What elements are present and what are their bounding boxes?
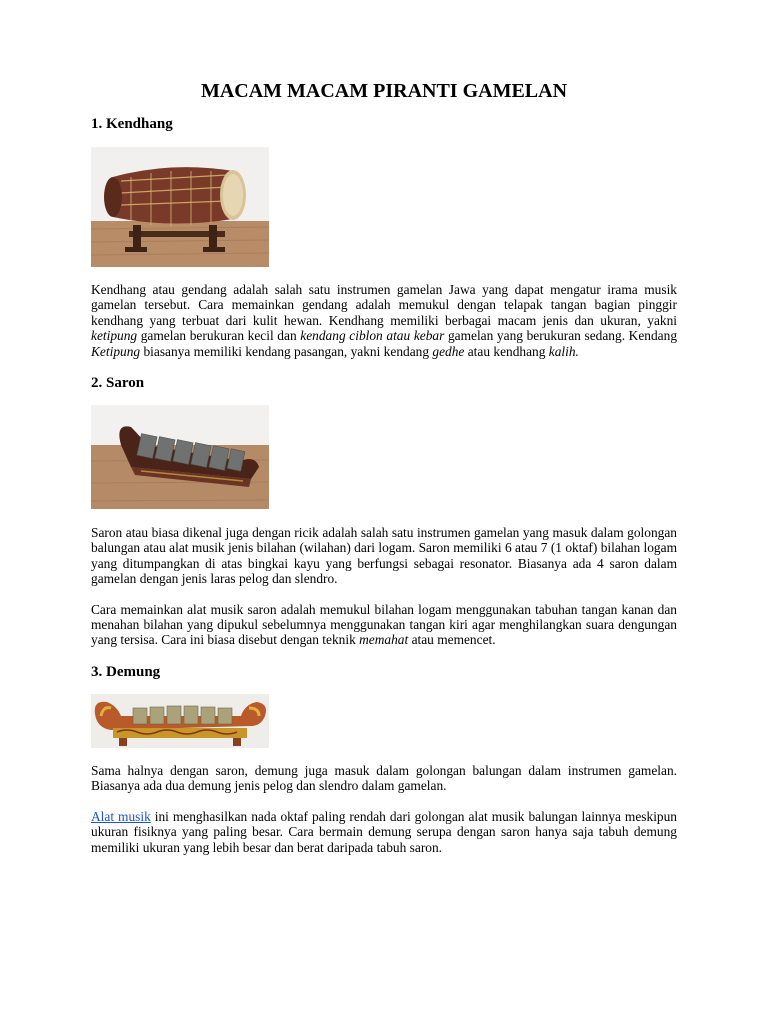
section-heading-demung: 3. Demung <box>91 663 161 680</box>
demung-instrument-photo <box>91 694 269 748</box>
text-run: Kendhang atau gendang adalah salah satu instrumen gamelan Jawa yang dapat mengatur irama musik gamelan tersebut. Cara memainkan gendang adalah memukul dengan telapak tangan bagian pinggir kendhang yang terbuat dari kulit hewan. Kendhang memiliki berbagai macam jenis dan ukuran, yakni <box>91 282 677 328</box>
demung-paragraph-2 <box>91 809 677 855</box>
text-run: gamelan yang berukuran sedang. Kendang <box>444 328 678 344</box>
italic-term: ketipung <box>91 328 138 344</box>
section-heading-saron: 2. Saron <box>91 375 145 392</box>
text-run: gamelan berukuran kecil dan <box>137 328 301 344</box>
italic-term: gedhe <box>432 343 465 359</box>
saron-instrument-photo <box>91 405 269 509</box>
saron-paragraph-1: Saron atau biasa dikenal juga dengan ricik adalah salah satu instrumen gamelan yang masuk dalam golongan balungan atau alat musik jenis bilahan (wilahan) dari logam. Saron memiliki 6 atau 7 (1 oktaf) bilahan logam yang ditumpangkan di atas bingkai kayu yang berfungsi sebagai resonator. Biasanya ada 4 saron dalam gamelan dengan jenis laras pelog dan slendro. <box>91 525 677 587</box>
alat-musik-link[interactable]: Alat musik <box>91 808 151 824</box>
text-run: ini menghasilkan nada oktaf paling rendah dari golongan alat musik balungan lainnya meskipun ukuran fisiknya yang paling besar. Cara bermain demung serupa dengan saron hanya saja tabuh demung memiliki ukuran yang lebih besar dan berat daripada tabuh saron. <box>91 808 678 855</box>
demung-paragraph-1: Sama halnya dengan saron, demung juga masuk dalam golongan balungan dalam instrumen gamelan. Biasanya ada dua demung jenis pelog dan slendro dalam gamelan. <box>91 762 677 794</box>
text-run: Cara memainkan alat musik saron adalah memukul bilahan logam menggunakan tabuhan tangan kanan dan menahan bilahan yang dipukul sebelumnya menggunakan tangan kiri agar menghilangkan suara dengungan yang tersisa. Cara ini biasa disebut dengan teknik <box>91 601 677 648</box>
italic-term: kalih. <box>548 343 579 359</box>
italic-term: memahat <box>359 632 409 648</box>
kendhang-paragraph <box>91 282 677 359</box>
kendhang-drum-photo <box>91 147 269 267</box>
italic-term: Ketipung <box>91 343 141 359</box>
saron-paragraph-2 <box>91 602 677 648</box>
document-page <box>91 78 677 855</box>
text-run: atau kendhang <box>464 343 549 359</box>
italic-term: kendang ciblon atau kebar <box>300 328 445 344</box>
page-title: MACAM MACAM PIRANTI GAMELAN <box>200 80 568 102</box>
section-heading-kendhang: 1. Kendhang <box>91 116 173 132</box>
text-run: atau memencet. <box>408 632 496 648</box>
text-run: biasanya memiliki kendang pasangan, yakni kendang <box>140 343 433 359</box>
